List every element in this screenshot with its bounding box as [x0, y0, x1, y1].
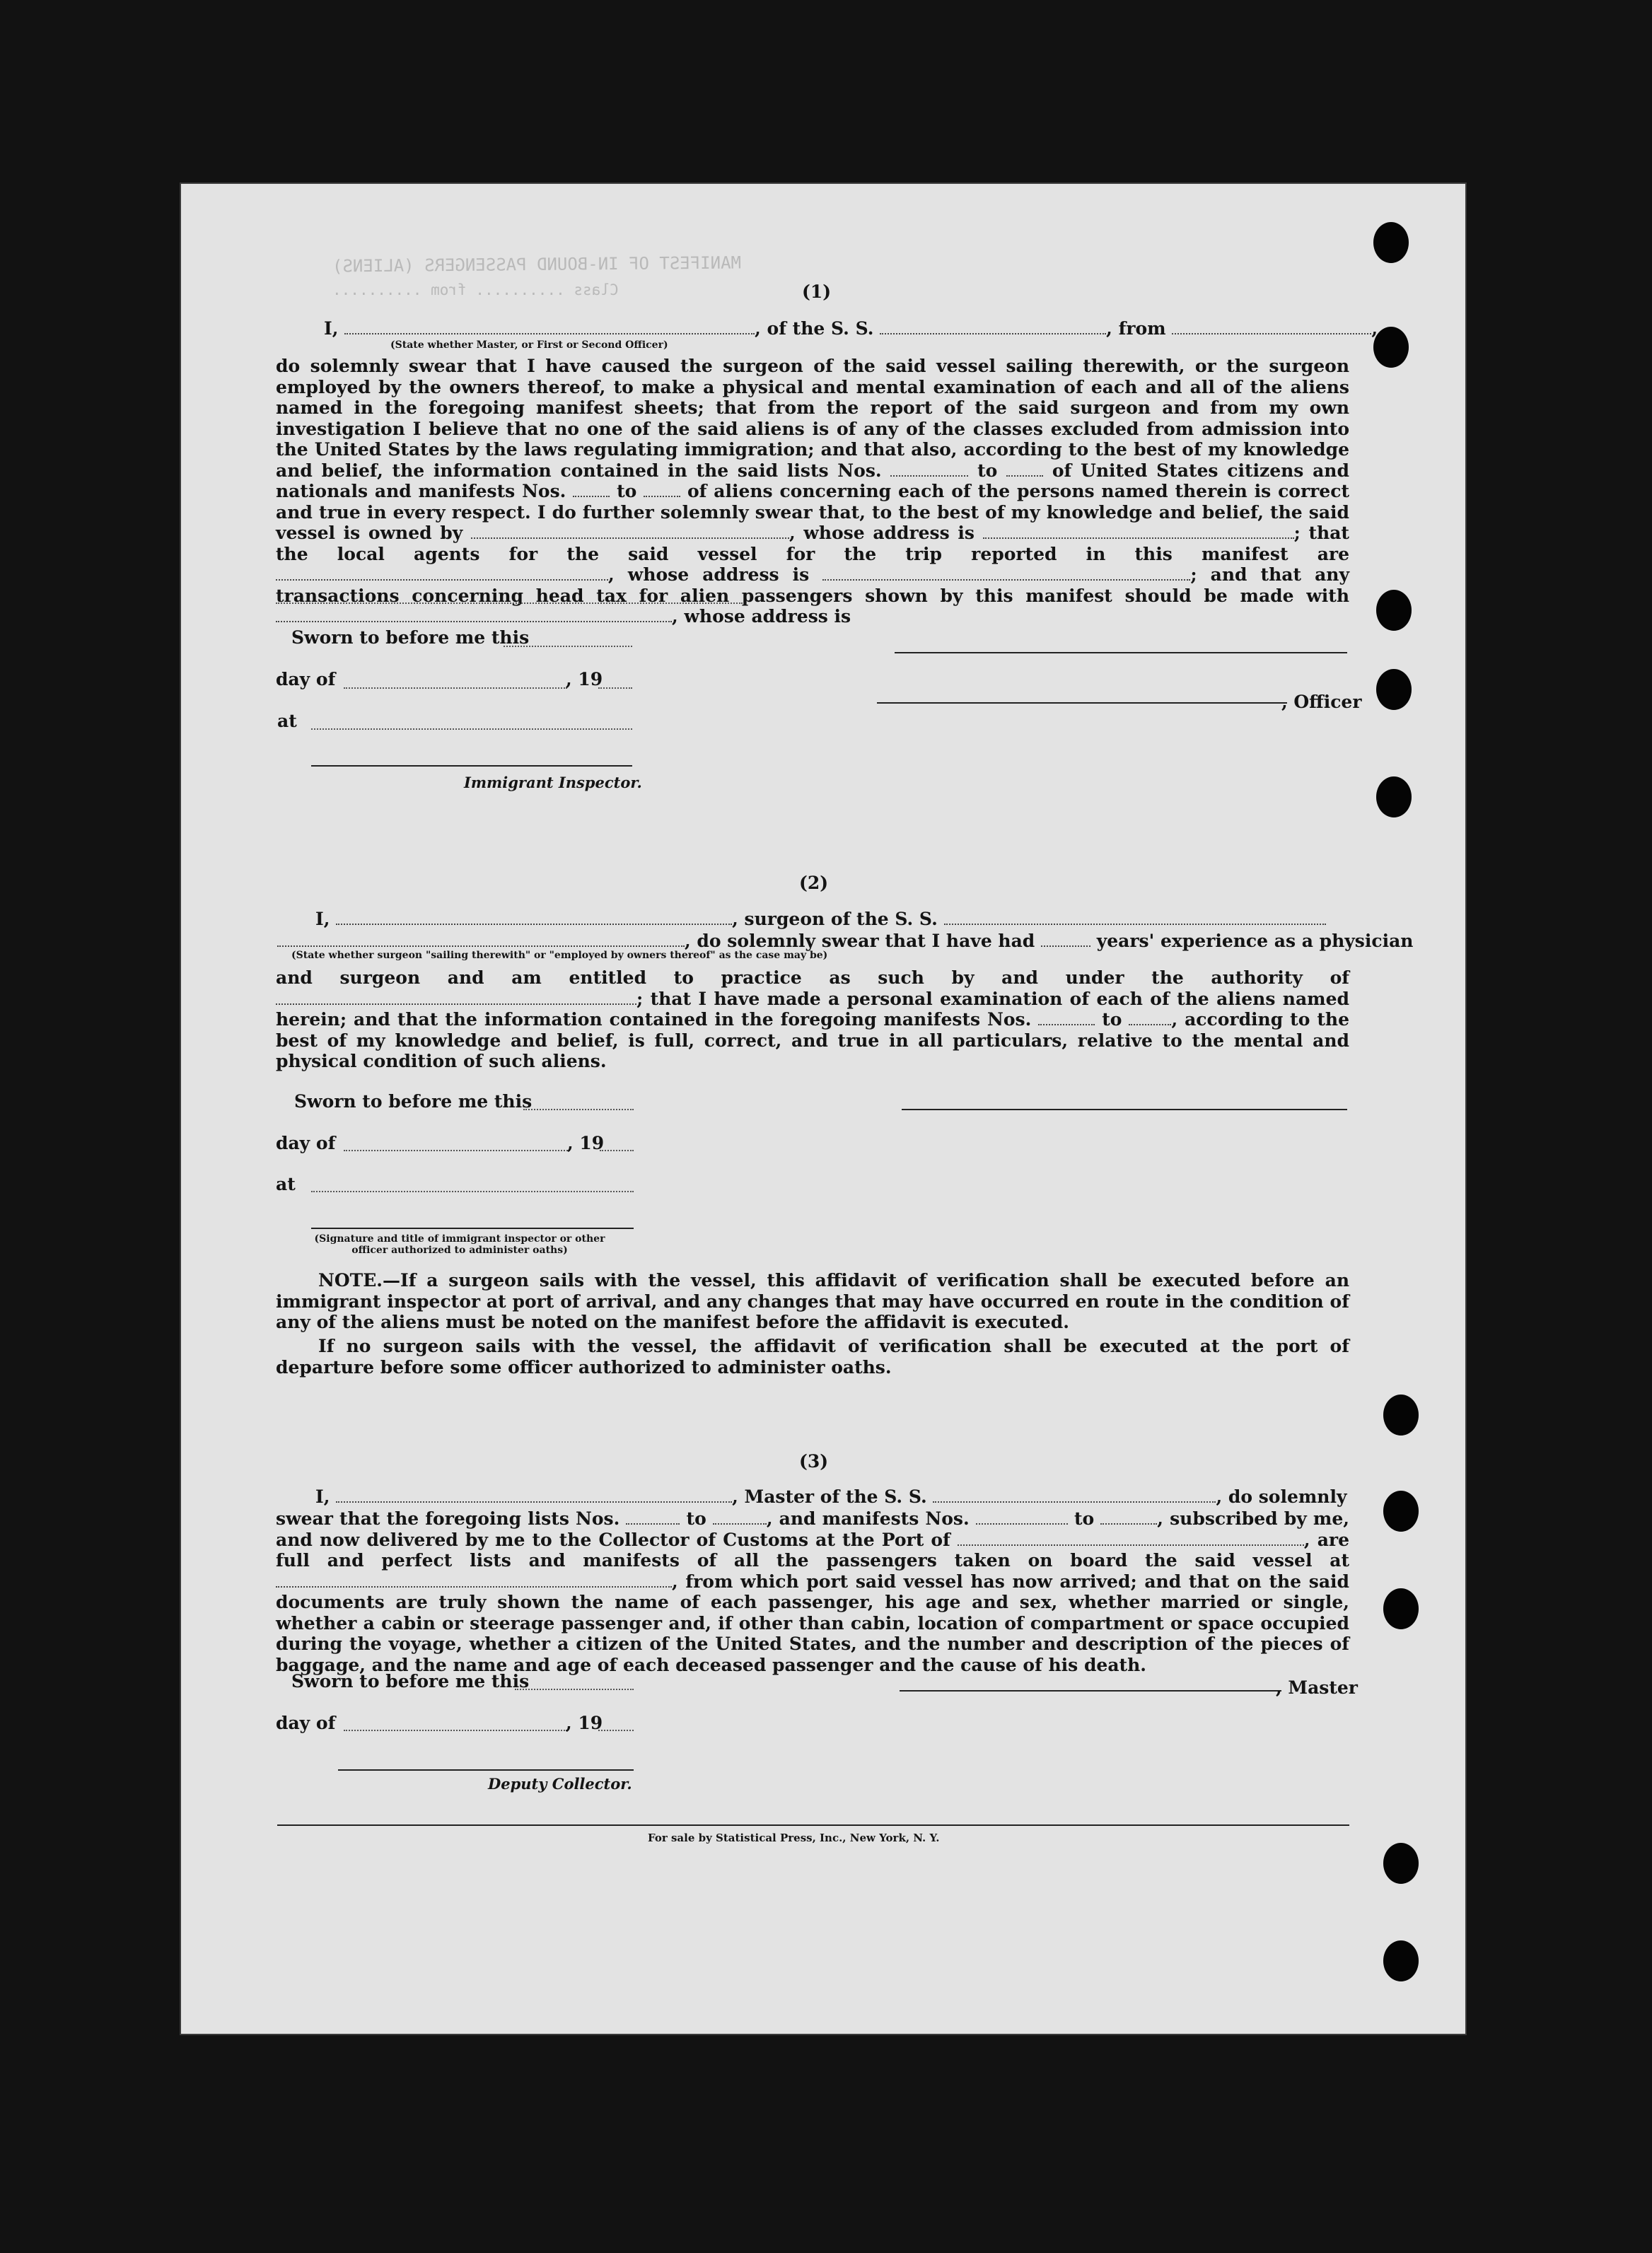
- s1-at-field[interactable]: [311, 728, 632, 730]
- s1-port-from-field[interactable]: [1172, 323, 1371, 334]
- s3-master-label: , Master: [1276, 1677, 1358, 1698]
- s3-port-field[interactable]: [958, 1535, 1304, 1546]
- punch-hole: [1376, 669, 1412, 710]
- s3-day-field[interactable]: [344, 1730, 567, 1731]
- s1-to-2: to: [617, 481, 637, 501]
- bleed-through-subtitle: Class .......... from ..........: [332, 281, 619, 298]
- s1-body-a: do solemnly swear that I have caused the surgeon of the said vessel sailing therewith, or the surgeon employed by the owners thereof, to make a physical and mental examination of each and all of the aliens named in the foregoing manifest sheets; that from the report of the said surgeon and from my own investigation I believe that no one of the said aliens is of any of the classes excluded from admission into the United States by the laws regulating immigration; and that also, according to the best of my knowledge and belief, the information contained in the said lists Nos.: [276, 356, 1349, 481]
- s1-day-field[interactable]: [344, 687, 567, 689]
- punch-hole: [1383, 1843, 1419, 1884]
- s1-year-field[interactable]: [598, 687, 632, 689]
- s1-body-e: whose address is: [627, 564, 810, 585]
- s1-officer-title-line[interactable]: [877, 702, 1287, 704]
- s2-i: I,: [315, 909, 330, 929]
- s1-to-1: to: [977, 460, 998, 481]
- s3-manifests-from-field[interactable]: [976, 1513, 1068, 1525]
- footer-rule: [277, 1824, 1349, 1826]
- s1-agents-address-field[interactable]: [822, 569, 1190, 581]
- punch-hole: [1383, 1491, 1419, 1532]
- s2-surgeon-note: (State whether surgeon "sailing therewith" or "employed by owners thereof" as the case may be): [291, 950, 828, 961]
- s3-vessel-field[interactable]: [933, 1491, 1216, 1503]
- s1-body-d: that the local agents for the said vessel for the trip reported in this manifest are: [276, 523, 1349, 564]
- punch-hole: [1373, 222, 1409, 263]
- s2-vessel-field[interactable]: [944, 914, 1326, 925]
- s3-to-2: to: [1074, 1508, 1095, 1529]
- s3-year-field[interactable]: [598, 1730, 634, 1731]
- s2-note-2: If no surgeon sails with the vessel, the affidavit of verification shall be executed at the port of departure before some officer authorized to administer oaths.: [276, 1336, 1349, 1378]
- s1-officer-signature-line[interactable]: [895, 652, 1347, 653]
- s1-whose-address: , whose address is: [789, 523, 975, 543]
- s1-semi: ;: [1293, 523, 1301, 543]
- s3-collector-label: Deputy Collector.: [488, 1775, 632, 1793]
- section-2-number: (2): [799, 873, 829, 893]
- s3-year-label: , 19: [566, 1713, 603, 1733]
- s3-embark-port-field[interactable]: [276, 1576, 672, 1588]
- s2-manifests-from-field[interactable]: [1038, 1014, 1095, 1025]
- s2-oath-line: [315, 909, 1326, 930]
- punch-hole: [1376, 590, 1412, 631]
- s2-years: years' experience as a physician: [1096, 931, 1414, 951]
- s3-lists-to-field[interactable]: [713, 1513, 767, 1525]
- s2-year-field[interactable]: [600, 1150, 634, 1151]
- s2-manifests-to-field[interactable]: [1129, 1014, 1171, 1025]
- s3-affidavit-body: [276, 1508, 1349, 1675]
- punch-hole: [1383, 1940, 1419, 1981]
- s3-master-of: , Master of the S. S.: [732, 1486, 927, 1507]
- s1-officer-note: (State whether Master, or First or Second Officer): [390, 339, 668, 351]
- section-3-number: (3): [799, 1451, 829, 1472]
- s1-sworn-label: Sworn to before me this: [291, 627, 530, 648]
- s3-manifests-to-field[interactable]: [1100, 1513, 1157, 1525]
- s1-address-continuation-line[interactable]: [276, 602, 743, 604]
- s2-years-field[interactable]: [1041, 936, 1090, 947]
- s2-body-b: that I have made a personal examination of each of the aliens named herein; and that the information contained in the foregoing manifests Nos.: [276, 988, 1349, 1030]
- s2-at-label: at: [276, 1174, 296, 1194]
- s2-surgeon-signature-line[interactable]: [902, 1109, 1347, 1110]
- s1-year-label: , 19: [566, 669, 603, 689]
- s1-comma: ,: [1371, 318, 1378, 339]
- s1-manifests-to-field[interactable]: [644, 486, 680, 497]
- bleed-through-title: MANIFEST OF IN-BOUND PASSENGERS (ALIENS): [332, 252, 742, 276]
- s2-note: [276, 1270, 1349, 1333]
- s1-body-b: of United States citizens and nationals and manifests Nos.: [276, 460, 1349, 501]
- s2-authority-field[interactable]: [276, 994, 636, 1005]
- s1-lists-to-field[interactable]: [1006, 465, 1043, 477]
- s2-body-a: and surgeon and am entitled to practice as such by and under the authority of: [276, 967, 1349, 988]
- s1-owner-field[interactable]: [471, 528, 789, 539]
- s1-agents-field[interactable]: [276, 569, 608, 581]
- s2-day-field[interactable]: [344, 1150, 570, 1151]
- s1-manifests-from-field[interactable]: [573, 486, 610, 497]
- section-1-number: (1): [802, 281, 832, 302]
- s1-affidavit-body: [276, 356, 1349, 627]
- s1-comma-2: ,: [608, 564, 615, 585]
- s3-subscribed: , subscribed by me, and now delivered by me to the Collector of Customs at the Port of: [276, 1508, 1349, 1550]
- s3-master-signature-line[interactable]: [900, 1690, 1281, 1692]
- s2-semi: ;: [636, 988, 644, 1009]
- s2-day-of-label: day of: [276, 1133, 336, 1153]
- s2-at-field[interactable]: [311, 1191, 634, 1192]
- s2-signature-note: (Signature and title of immigrant inspector or other officer authorized to administer oaths): [314, 1233, 605, 1256]
- s2-body-c: , according to the best of my knowledge and belief, is full, correct, and true in all particulars, relative to the mental and physical condition of such aliens.: [276, 1009, 1349, 1071]
- s3-are-full: , are full and perfect lists and manifests of all the passengers taken on board the said vessel at: [276, 1529, 1349, 1571]
- s2-swear: , do solemnly swear that I have had: [685, 931, 1035, 951]
- s2-sworn-date-field[interactable]: [523, 1109, 634, 1110]
- s1-officer-label: , Officer: [1281, 692, 1362, 712]
- s1-of-ss: , of the S. S.: [755, 318, 874, 339]
- s1-head-tax-field[interactable]: [276, 611, 672, 622]
- s3-body-a: swear that the foregoing lists Nos.: [276, 1508, 620, 1529]
- s1-vessel-field[interactable]: [880, 323, 1106, 334]
- s3-i: I,: [315, 1486, 330, 1507]
- s3-collector-signature-line[interactable]: [338, 1769, 634, 1771]
- punch-hole: [1376, 776, 1412, 817]
- s3-and-manifests: , and manifests Nos.: [766, 1508, 970, 1529]
- s3-oath-line: [315, 1486, 1347, 1508]
- s1-body-g: , whose address is: [672, 606, 851, 627]
- s3-to-1: to: [686, 1508, 706, 1529]
- s1-inspector-label: Immigrant Inspector.: [464, 774, 642, 791]
- s1-owner-address-field[interactable]: [983, 528, 1294, 539]
- s3-do-solemnly: , do solemnly: [1216, 1486, 1347, 1507]
- s2-surgeon-of: , surgeon of the S. S.: [732, 909, 938, 929]
- punch-hole: [1383, 1395, 1419, 1436]
- s2-swear-line: [277, 931, 1413, 952]
- printer-imprint: For sale by Statistical Press, Inc., New York, N. Y.: [648, 1832, 940, 1844]
- s2-affidavit-body: [276, 967, 1349, 1072]
- s2-note-1: —If a surgeon sails with the vessel, this affidavit of verification shall be executed before an immigrant inspector at port of arrival, and any changes that may have occurred en route in the condition of any of the aliens must be noted on the manifest before the affidavit is executed.: [276, 1270, 1349, 1332]
- s1-body-c: of aliens concerning each of the persons named therein is correct and true in every respect. I do further solemnly swear that, to the best of my knowledge and belief, the said vessel is owned by: [276, 481, 1349, 543]
- s2-surgeon-status-field[interactable]: [277, 936, 685, 947]
- s3-master-name-field[interactable]: [336, 1491, 732, 1503]
- s3-from-which: , from which port said vessel has now arrived; and that on the said documents are truly shown the name of each passenger, his age and sex, whether married or single, whether a cabin or steerage passenger and, if other than cabin, location of compartment or space occupied during the voyage, whether a citizen of the United States, and the number and description of the pieces of baggage, and the name and age of each deceased passenger and the cause of his death.: [276, 1571, 1349, 1675]
- s2-note-label: NOTE.: [318, 1270, 383, 1291]
- s1-body-f: ; and that any transactions concerning head tax for alien passengers shown by this manifest should be made with: [276, 564, 1349, 606]
- s1-at-label: at: [277, 711, 297, 731]
- s1-officer-name-field[interactable]: [344, 323, 755, 334]
- s2-note-2-block: [276, 1336, 1349, 1378]
- s2-signature-line[interactable]: [311, 1228, 634, 1229]
- s1-day-of-label: day of: [276, 669, 336, 689]
- s2-surgeon-name-field[interactable]: [336, 914, 732, 925]
- s1-i: I,: [324, 318, 339, 339]
- punch-hole: [1383, 1588, 1419, 1629]
- s3-day-of-label: day of: [276, 1713, 336, 1733]
- s2-year-label: , 19: [567, 1133, 605, 1153]
- s2-sworn-label: Sworn to before me this: [294, 1091, 533, 1112]
- s3-sworn-label: Sworn to before me this: [291, 1671, 530, 1692]
- s2-to: to: [1102, 1009, 1122, 1030]
- s1-from: , from: [1106, 318, 1166, 339]
- s1-lists-from-field[interactable]: [890, 465, 968, 477]
- s1-oath-line: [324, 318, 1378, 339]
- s1-inspector-signature-line[interactable]: [311, 765, 632, 767]
- s3-sworn-date-field[interactable]: [515, 1689, 634, 1690]
- s1-sworn-date-field[interactable]: [504, 646, 632, 647]
- punch-hole: [1373, 327, 1409, 368]
- s3-lists-from-field[interactable]: [626, 1513, 680, 1525]
